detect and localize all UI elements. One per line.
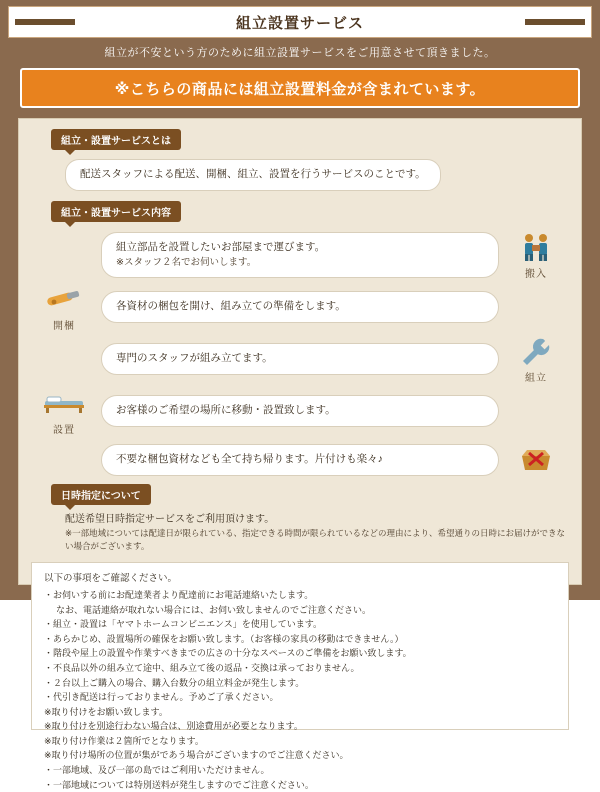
terms-line: ※取り付け場所の位置が集がであう場合がございますのでご注意ください。 (44, 750, 349, 761)
terms-line: ※取り付け作業は２箇所でとなります。 (44, 735, 204, 746)
section-content-tag-row (51, 201, 569, 222)
step-icon-label: 搬入 (525, 268, 547, 280)
step-icon-right (503, 442, 569, 477)
content-card (18, 118, 582, 790)
step-icon-label: 開梱 (53, 320, 75, 332)
step-icon-left (31, 386, 97, 436)
section-what-bubble: 配送スタッフによる配送、開梱、組立、設置を行うサービスのことです。 (65, 159, 441, 191)
section-what-tag-row (51, 129, 569, 150)
service-step-row (31, 386, 569, 436)
step-text (101, 343, 499, 375)
step-text-main: 組立部品を設置したいお部屋まで運びます。 (116, 240, 326, 253)
terms-panel (31, 562, 569, 790)
bed-icon (41, 386, 87, 420)
service-step-row (31, 230, 569, 280)
header-left-rule (15, 19, 75, 25)
section-date-tag-row (51, 484, 569, 505)
banner-text: ※こちらの商品には組立設置料金が含まれています。 (114, 80, 486, 98)
terms-line: ・あらかじめ、設置場所の確保をお願い致します。（お客様の家具の移動はできません。） (44, 633, 404, 644)
step-text (101, 395, 499, 427)
terms-line: ・組立・設置は「ヤマトホームコンビニエンス」を使用しています。 (44, 619, 323, 630)
step-text-main: 専門のスタッフが組み立てます。 (116, 351, 273, 364)
step-text (101, 291, 499, 323)
service-step-row (31, 282, 569, 332)
terms-line: ・２台以上ご購入の場合、購入台数分の組立料金が発生します。 (44, 677, 305, 688)
step-text (101, 444, 499, 476)
terms-line: ・一部地域については特別送料が発生しますのでご注意ください。 (44, 779, 314, 790)
terms-line: ・代引き配送は行っておりません。予めご了承ください。 (44, 692, 279, 703)
header-bar (8, 6, 592, 38)
terms-line: ・お伺いする前にお配達業者より配達前にお電話連絡いたします。 (44, 590, 314, 601)
step-text-main: 不要な梱包資材なども全て持ち帰ります。片付けも楽々♪ (116, 452, 383, 465)
step-icon-right (503, 334, 569, 384)
terms-line: ※取り付けを別途行わない場合は、別途費用が必要となります。 (44, 721, 303, 732)
step-icon-left (31, 282, 97, 332)
trash-box-icon (513, 442, 559, 476)
terms-line: ・不良品以外の組み立て途中、組み立て後の返品・交換は承っておりません。 (44, 663, 360, 674)
terms-title: 以下の事項をご確認ください。 (44, 572, 178, 584)
page-title: 組立設置サービス (235, 14, 364, 32)
step-text-sub: ※スタッフ２名でお伺いします。 (116, 256, 257, 268)
step-text-main: 各資材の梱包を開け、組み立ての準備をします。 (116, 299, 346, 312)
service-step-row (31, 438, 569, 482)
step-icon-right (503, 230, 569, 280)
cutter-knife-icon (41, 282, 87, 316)
step-icon-label: 設置 (53, 424, 75, 436)
terms-line: ・一部地域、及び一部の島ではご利用いただけません。 (44, 765, 270, 776)
service-step-list (31, 230, 569, 482)
price-included-banner (20, 68, 580, 108)
terms-line: なお、電話連絡が取れない場合には、お伺い致しませんのでご注意ください。 (56, 604, 372, 615)
date-subnote: ※一部地域については配達日が限られている、指定できる時間が限られているなどの理由により、希望通りの日時にお届けができない場合がございます。 (65, 528, 565, 551)
section-date-tag: 日時指定について (51, 484, 151, 505)
date-section-note (65, 512, 569, 553)
step-text (101, 232, 499, 278)
terms-line: ・階段や屋上の設置や作業すべきまでの広さの十分なスペースのご準備をお願い致します。 (44, 648, 412, 659)
header-right-rule (525, 19, 585, 25)
step-text-main: お客様のご希望の場所に移動・設置致します。 (116, 403, 336, 416)
step-icon-label: 組立 (525, 372, 547, 384)
lead-text: 組立が不安という方のために組立設置サービスをご用意させて頂きました。 (104, 47, 496, 59)
section-content-tag: 組立・設置サービス内容 (51, 201, 181, 222)
service-step-row (31, 334, 569, 384)
wrench-icon (513, 334, 559, 368)
terms-line: ※取り付けをお願い致します。 (44, 706, 168, 717)
date-highlight: 配送希望日時指定サービスをご利用頂けます。 (65, 513, 275, 525)
section-what-tag: 組立・設置サービスとは (51, 129, 181, 150)
movers-icon (513, 230, 559, 264)
